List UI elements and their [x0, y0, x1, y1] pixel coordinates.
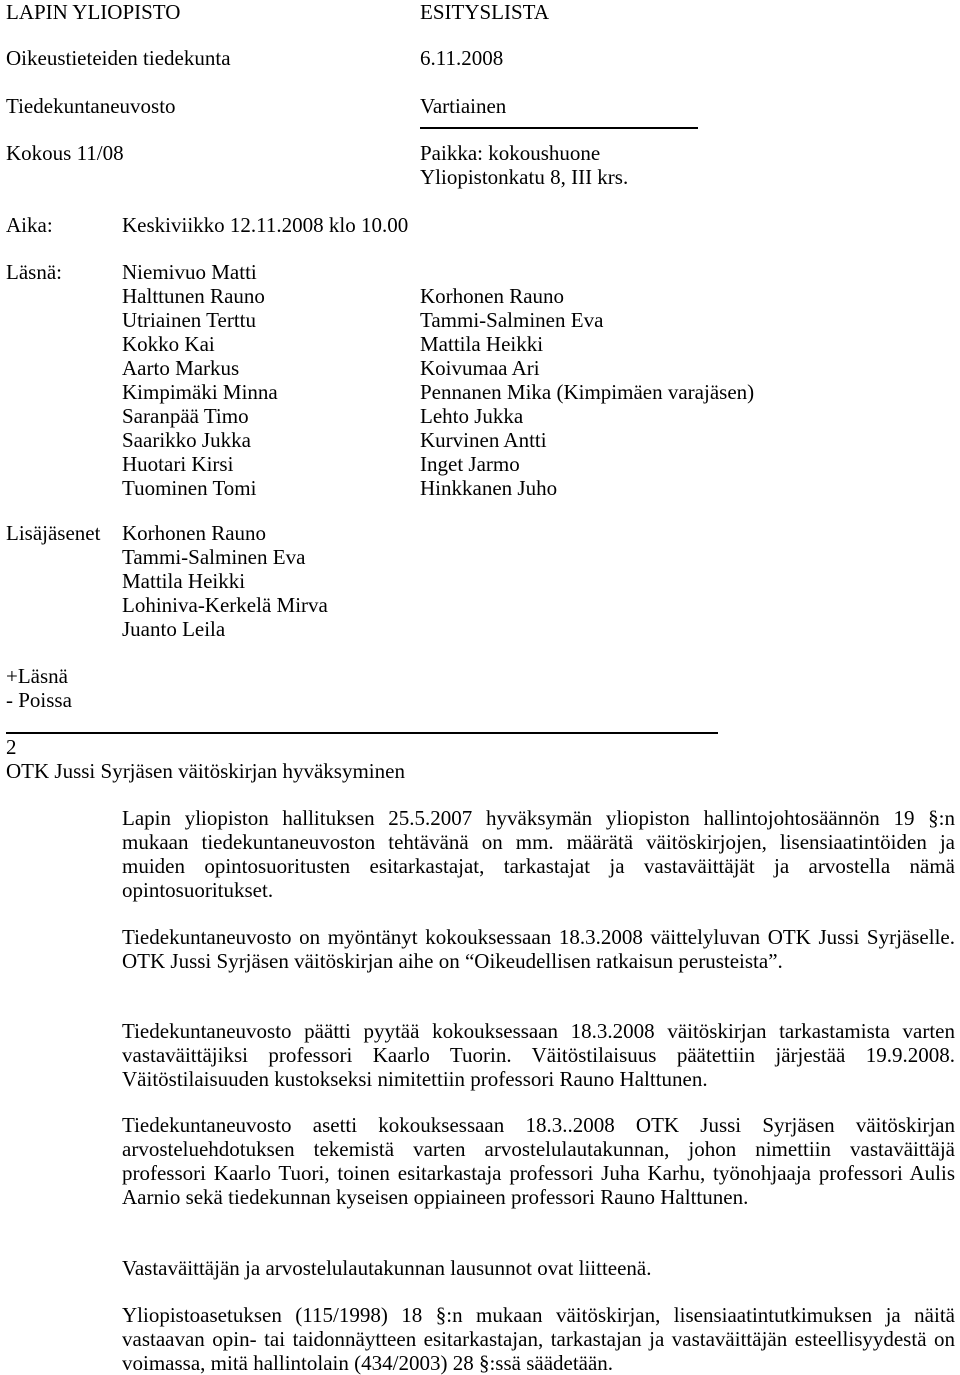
list-item: Mattila Heikki	[122, 569, 246, 593]
list-item: Kurvinen Antti	[420, 428, 547, 452]
list-item: Pennanen Mika (Kimpimäen varajäsen)	[420, 380, 755, 404]
list-item: Koivumaa Ari	[420, 356, 540, 380]
list-item: Utriainen Terttu	[122, 308, 257, 332]
paragraph: Lapin yliopiston hallituksen 25.5.2007 hyväksymän yliopiston hallintojohtosäännön 19 §:n mukaan tiedekuntaneuvoston tehtävänä on mm. määrätä väitöskirjojen, lisensiaatintöiden ja muiden opintosuoritusten esitarkastajat, tarkastajat ja vastaväittäjät ja arvostella nämä opintosuoritukset.	[122, 806, 955, 902]
additional-members-list	[122, 521, 328, 641]
additional-members-label: Lisäjäsenet	[6, 521, 101, 545]
list-item: Inget Jarmo	[420, 452, 520, 476]
list-item: Lohiniva-Kerkelä Mirva	[122, 593, 328, 617]
paragraph: Tiedekuntaneuvosto päätti pyytää kokouksessaan 18.3.2008 väitöskirjan tarkastamista varten vastaväittäjiksi professori Kaarlo Tuorin. Väitöstilaisuus päätettiin järjestää 19.9.2008. Väitöstilaisuuden kustokseksi nimitettiin professori Rauno Halttunen.	[122, 1019, 955, 1091]
list-item: Hinkkanen Juho	[420, 476, 558, 500]
list-item: Korhonen Rauno	[420, 284, 565, 308]
paragraph: Tiedekuntaneuvosto asetti kokouksessaan 18.3..2008 OTK Jussi Syrjäsen väitöskirjan arvosteluehdotuksen tekemistä varten arvostelulautakunnan, johon nimettiin vastaväittäjä professori Kaarlo Tuori, toinen esitarkastaja professori Juha Karhu, työnohjaaja professori Aulis Aarnio sekä tiedekunnan kyseisen oppiaineen professori Rauno Halttunen.	[122, 1113, 955, 1209]
paragraph: Vastaväittäjän ja arvostelulautakunnan lausunnot ovat liitteenä.	[122, 1256, 652, 1280]
present-list-col2	[420, 284, 754, 500]
list-item: Mattila Heikki	[420, 332, 544, 356]
council-name: Tiedekuntaneuvosto	[6, 94, 176, 118]
present-list-col1	[122, 260, 278, 500]
legend-absent: - Poissa	[6, 688, 72, 712]
list-item: Lehto Jukka	[420, 404, 524, 428]
document-author: Vartiainen	[420, 94, 507, 118]
list-item: Halttunen Rauno	[122, 284, 265, 308]
list-item: Niemivuo Matti	[122, 260, 257, 284]
document-date: 6.11.2008	[420, 46, 504, 70]
list-item: Huotari Kirsi	[122, 452, 234, 476]
faculty-name: Oikeustieteiden tiedekunta	[6, 46, 231, 70]
present-label: Läsnä:	[6, 260, 62, 284]
list-item: Tuominen Tomi	[122, 476, 257, 500]
header-rule	[420, 127, 698, 129]
time-label: Aika:	[6, 213, 53, 237]
list-item: Juanto Leila	[122, 617, 226, 641]
university-name: LAPIN YLIOPISTO	[6, 0, 181, 24]
list-item: Kimpimäki Minna	[122, 380, 278, 404]
list-item: Aarto Markus	[122, 356, 240, 380]
list-item: Saranpää Timo	[122, 404, 249, 428]
meeting-number: Kokous 11/08	[6, 141, 124, 165]
item-number: 2	[6, 735, 17, 759]
item-title: OTK Jussi Syrjäsen väitöskirjan hyväksyminen	[6, 759, 405, 783]
list-item: Saarikko Jukka	[122, 428, 251, 452]
meeting-place-line2: Yliopistonkatu 8, III krs.	[420, 165, 629, 189]
list-item: Tammi-Salminen Eva	[420, 308, 604, 332]
section-rule	[6, 732, 718, 734]
meeting-place-line1: Paikka: kokoushuone	[420, 141, 601, 165]
paragraph: Tiedekuntaneuvosto on myöntänyt kokouksessaan 18.3.2008 väittelyluvan OTK Jussi Syrjäselle. OTK Jussi Syrjäsen väitöskirjan aihe on “Oikeudellisen ratkaisun perusteista”.	[122, 925, 955, 973]
legend-present: +Läsnä	[6, 664, 68, 688]
document-type: ESITYSLISTA	[420, 0, 549, 24]
list-item: Tammi-Salminen Eva	[122, 545, 306, 569]
list-item: Kokko Kai	[122, 332, 215, 356]
list-item: Korhonen Rauno	[122, 521, 267, 545]
paragraph: Yliopistoasetuksen (115/1998) 18 §:n mukaan väitöskirjan, lisensiaatintutkimuksen ja näitä vastaavan opin- tai taidonnäytteen esitarkastajan, tarkastajan ja vastaväittäjän esteellisyydestä on voimassa, mitä hallintolain (434/2003) 28 §:ssä säädetään.	[122, 1303, 955, 1375]
time-value: Keskiviikko 12.11.2008 klo 10.00	[122, 213, 409, 237]
